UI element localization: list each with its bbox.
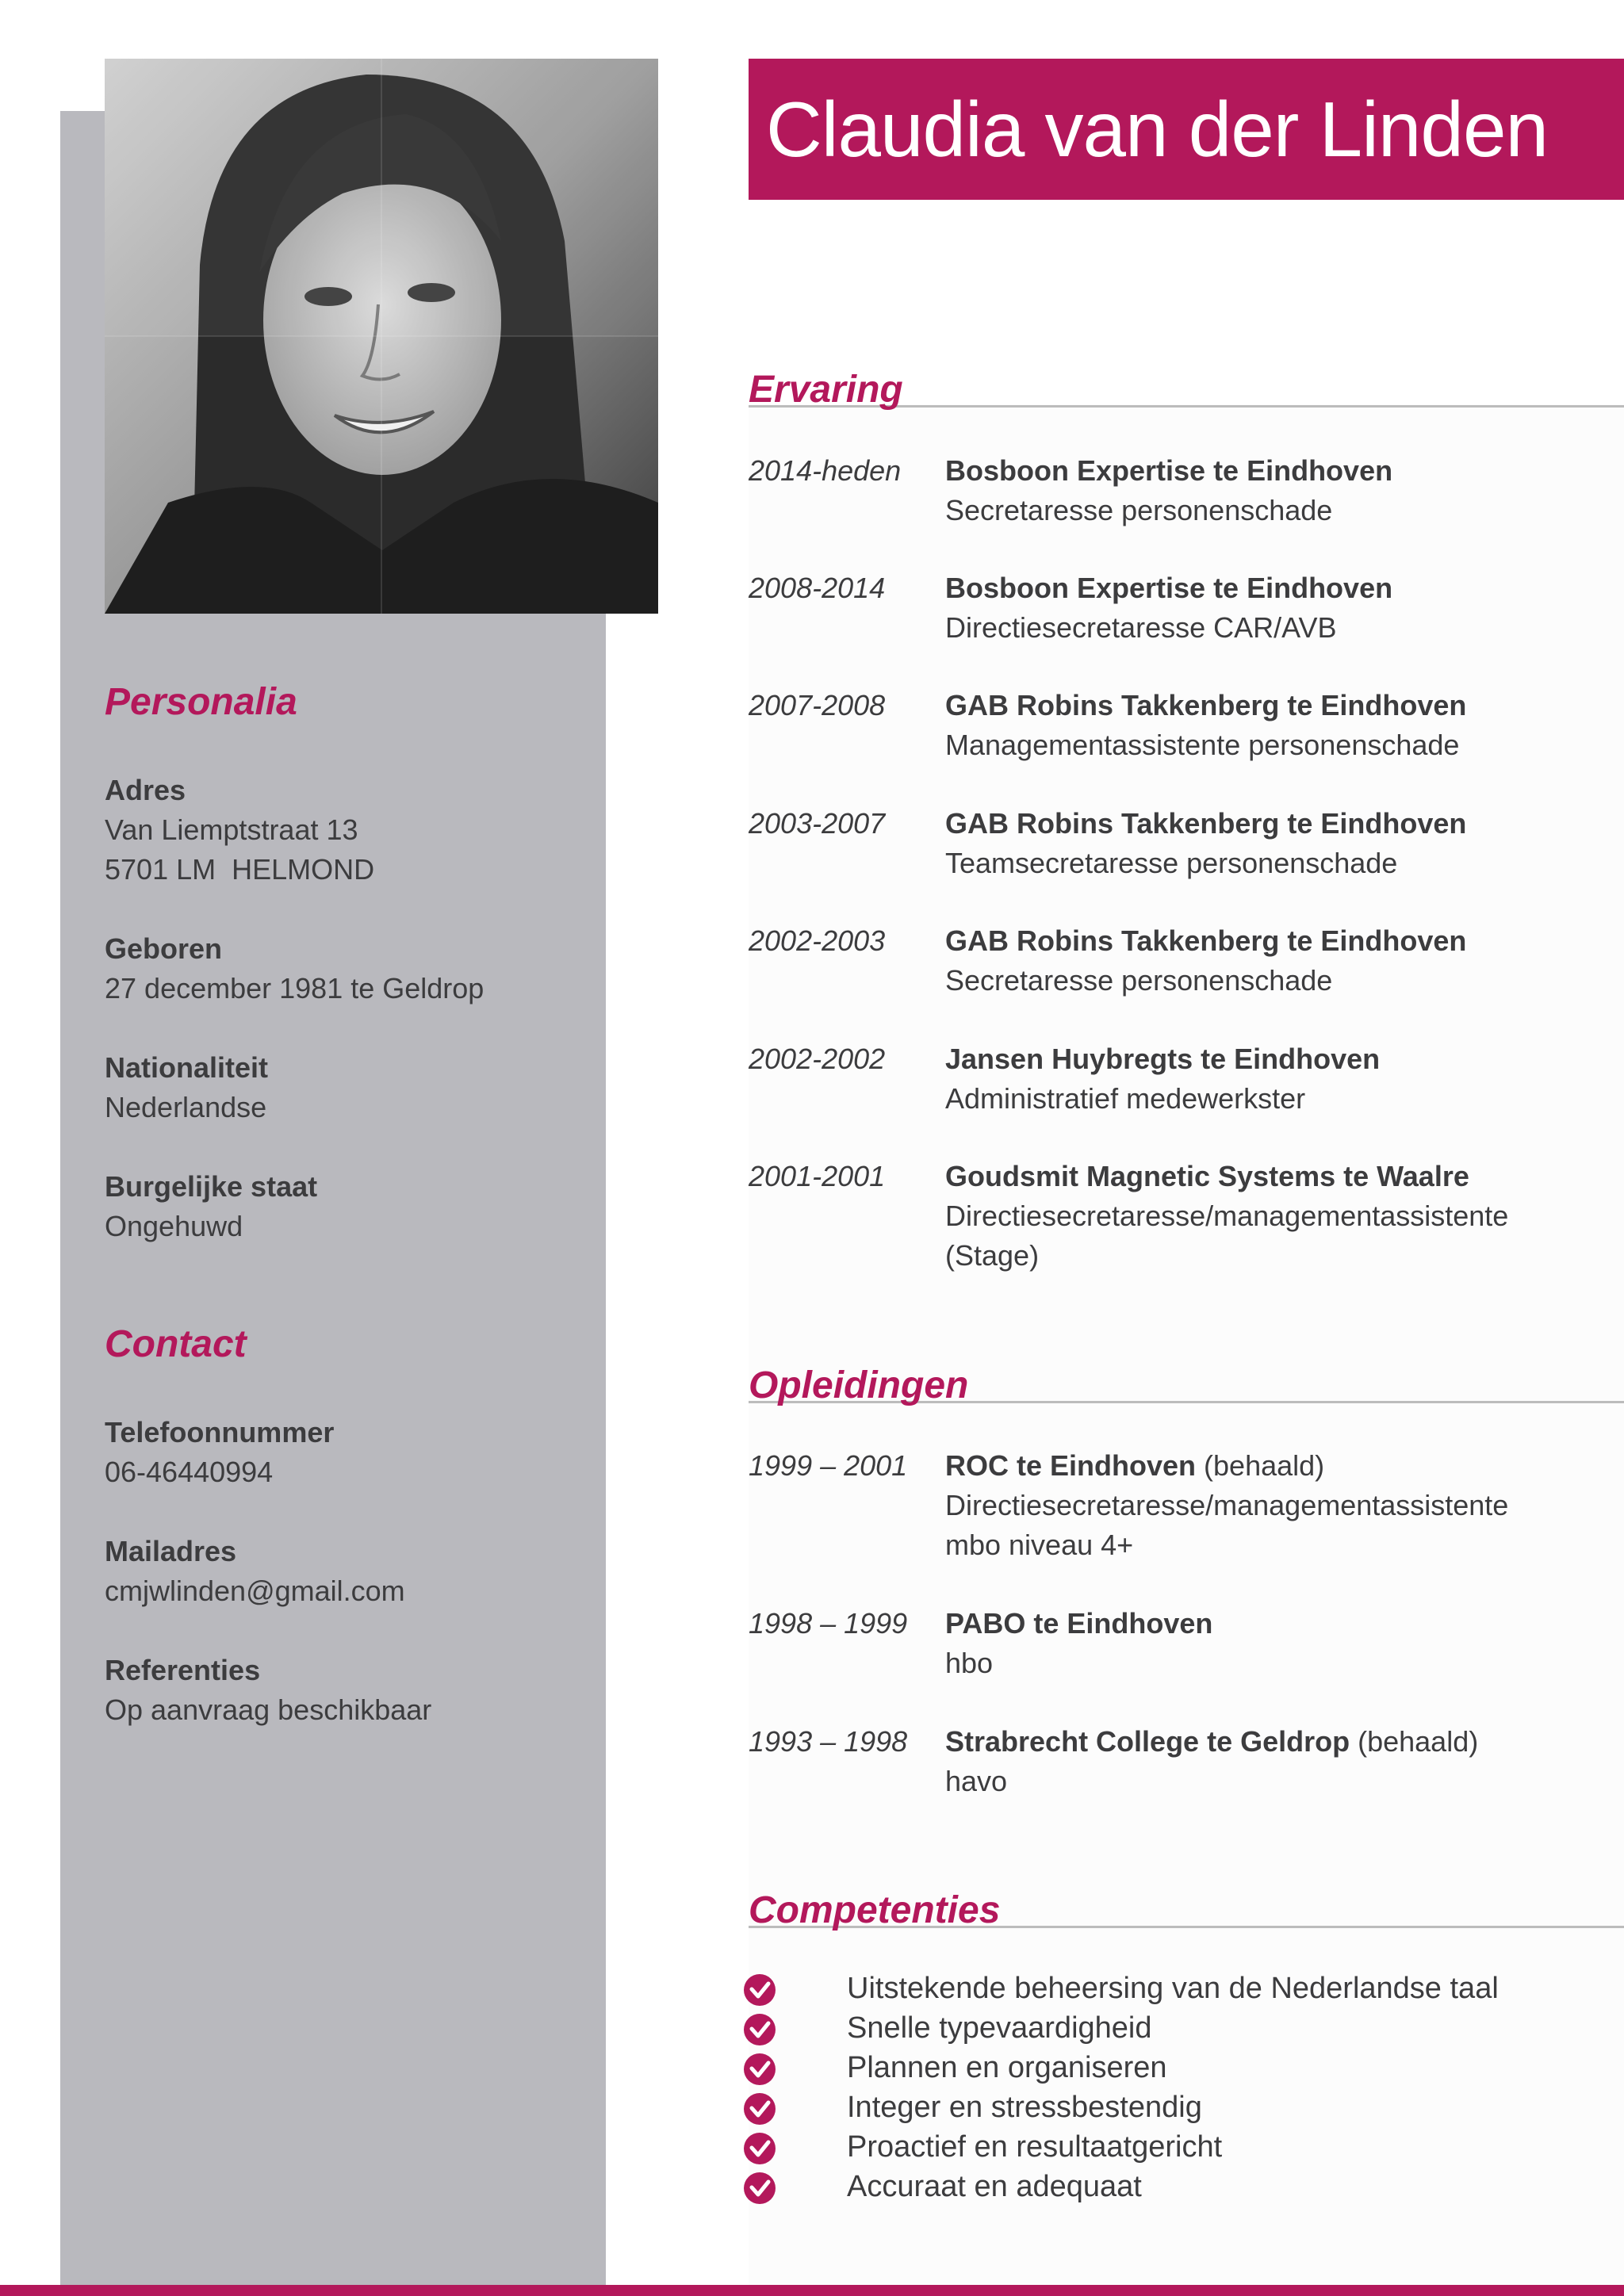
- marital-status-label: Burgelijke staat: [105, 1170, 318, 1203]
- footer-accent-bar: [0, 2285, 1624, 2296]
- address-field: [105, 771, 374, 890]
- check-badge-icon: [744, 2093, 776, 2125]
- experience-organization: GAB Robins Takkenberg te Eindhoven: [945, 807, 1467, 840]
- experience-period: 2014-heden: [749, 454, 902, 487]
- competency-text: Uitstekende beheersing van de Nederlandse taal: [847, 1972, 1499, 2005]
- address-line-2: 5701 LM HELMOND: [105, 853, 375, 886]
- experience-role: Teamsecretaresse personenschade: [945, 847, 1398, 879]
- competency-text: Proactief en resultaatgericht: [847, 2130, 1223, 2164]
- check-badge-icon: [744, 2053, 776, 2085]
- phone-value: 06-46440994: [105, 1456, 274, 1488]
- experience-role: Secretaresse personenschade: [945, 964, 1333, 997]
- education-level: hbo: [945, 1647, 994, 1679]
- address-line-1: Van Liemptstraat 13: [105, 813, 358, 846]
- experience-note: (Stage): [945, 1239, 1040, 1272]
- education-institution: ROC te Eindhoven: [945, 1449, 1197, 1482]
- check-badge-icon: [744, 2014, 776, 2045]
- education-status: (behaald): [1196, 1449, 1325, 1482]
- nationality-field: [105, 1048, 268, 1127]
- birth-field: [105, 929, 484, 1008]
- experience-organization: Goudsmit Magnetic Systems te Waalre: [945, 1160, 1469, 1192]
- education-heading: Opleidingen: [749, 1364, 969, 1406]
- education-institution: Strabrecht College te Geldrop: [945, 1725, 1350, 1758]
- experience-section-heading: [749, 352, 1624, 411]
- education-program: Directiesecretaresse/managementassistente: [945, 1489, 1509, 1521]
- full-name: Claudia van der Linden: [766, 85, 1548, 173]
- references-field: [105, 1651, 431, 1730]
- competencies-section-heading: [749, 1873, 1624, 1931]
- competency-text: Integer en stressbestendig: [847, 2091, 1202, 2124]
- email-label: Mailadres: [105, 1535, 237, 1567]
- references-value: Op aanvraag beschikbaar: [105, 1693, 432, 1726]
- experience-period: 2007-2008: [749, 689, 886, 721]
- experience-period: 2002-2002: [749, 1043, 886, 1075]
- birth-value: 27 december 1981 te Geldrop: [105, 972, 485, 1004]
- experience-role: Directiesecretaresse CAR/AVB: [945, 611, 1337, 644]
- marital-status-field: [105, 1167, 317, 1246]
- email-field: [105, 1532, 405, 1611]
- experience-role: Directiesecretaresse/managementassistente: [945, 1200, 1509, 1232]
- competency-text: Plannen en organiseren: [847, 2051, 1167, 2084]
- experience-organization: GAB Robins Takkenberg te Eindhoven: [945, 689, 1467, 721]
- education-section-heading: [749, 1348, 1624, 1406]
- phone-label: Telefoonnummer: [105, 1416, 335, 1448]
- references-label: Referenties: [105, 1654, 261, 1686]
- education-status: (behaald): [1350, 1725, 1479, 1758]
- experience-period: 2001-2001: [749, 1160, 886, 1192]
- competency-text: Accuraat en adequaat: [847, 2170, 1142, 2203]
- experience-organization: Bosboon Expertise te Eindhoven: [945, 454, 1393, 487]
- marital-status-value: Ongehuwd: [105, 1210, 243, 1242]
- education-period: 1999 – 2001: [749, 1449, 908, 1482]
- experience-period: 2003-2007: [749, 807, 886, 840]
- education-institution: PABO te Eindhoven: [945, 1607, 1213, 1640]
- nationality-value: Nederlandse: [105, 1091, 267, 1123]
- nationality-label: Nationaliteit: [105, 1051, 269, 1084]
- experience-role: Managementassistente personenschade: [945, 729, 1460, 761]
- experience-heading: Ervaring: [749, 369, 903, 411]
- profile-photo: [105, 59, 658, 614]
- education-period: 1998 – 1999: [749, 1607, 908, 1640]
- experience-period: 2008-2014: [749, 572, 886, 604]
- education-level: mbo niveau 4+: [945, 1529, 1134, 1561]
- email-value: cmjwlinden@gmail.com: [105, 1575, 405, 1607]
- experience-organization: Jansen Huybregts te Eindhoven: [945, 1043, 1381, 1075]
- experience-organization: Bosboon Expertise te Eindhoven: [945, 572, 1393, 604]
- name-banner: [749, 59, 1624, 200]
- phone-field: [105, 1413, 334, 1492]
- check-badge-icon: [744, 1974, 776, 2006]
- contact-heading: Contact: [105, 1323, 247, 1365]
- experience-role: Secretaresse personenschade: [945, 494, 1333, 526]
- competencies-heading: Competenties: [749, 1889, 1001, 1931]
- experience-organization: GAB Robins Takkenberg te Eindhoven: [945, 924, 1467, 957]
- education-level: havo: [945, 1765, 1008, 1797]
- experience-role: Administratief medewerkster: [945, 1082, 1306, 1115]
- personalia-heading: Personalia: [105, 681, 297, 723]
- check-badge-icon: [744, 2133, 776, 2164]
- education-period: 1993 – 1998: [749, 1725, 908, 1758]
- check-badge-icon: [744, 2172, 776, 2204]
- birth-label: Geboren: [105, 932, 223, 965]
- competency-text: Snelle typevaardigheid: [847, 2011, 1152, 2045]
- address-label: Adres: [105, 774, 186, 806]
- experience-period: 2002-2003: [749, 924, 886, 957]
